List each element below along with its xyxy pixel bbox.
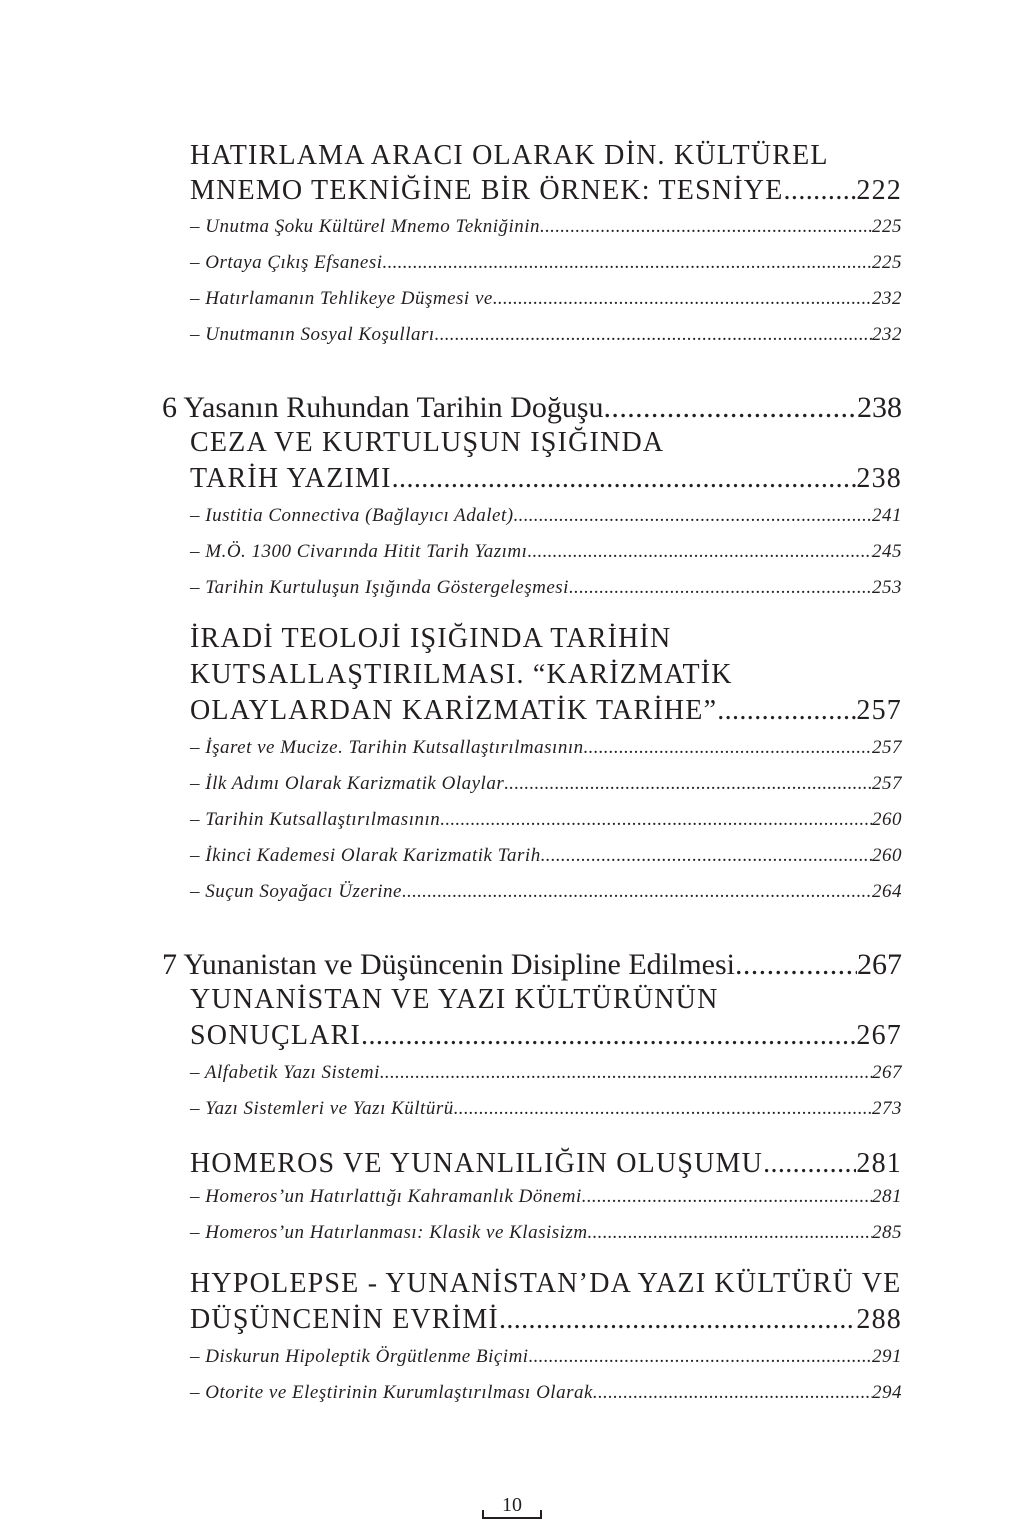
toc-entry-chapter xyxy=(162,391,902,425)
toc-entry-sub xyxy=(190,252,902,274)
toc-entry-sub xyxy=(190,1062,902,1084)
entry-title: – Homeros’un Hatırlanması: Klasik ve Klasisizm xyxy=(190,1222,588,1243)
page-number: 267 xyxy=(857,948,902,981)
page-number: 285 xyxy=(872,1222,902,1243)
page-number: 260 xyxy=(872,845,902,866)
toc-entry-sub xyxy=(190,541,902,563)
dot-leader xyxy=(380,1062,872,1084)
page-number: 253 xyxy=(872,577,902,598)
toc-entry-sub xyxy=(190,288,902,310)
dot-leader xyxy=(499,1304,856,1336)
dot-leader xyxy=(584,737,872,759)
toc-entry-sub xyxy=(190,1098,902,1120)
dot-leader xyxy=(604,391,857,425)
page-number: 241 xyxy=(872,505,902,526)
page-number: 260 xyxy=(872,809,902,830)
page-number: 238 xyxy=(856,463,902,494)
chapter-title: 7 Yunanistan ve Düşüncenin Disipline Edilmesi xyxy=(162,948,735,981)
dot-leader xyxy=(735,948,857,982)
dot-leader xyxy=(588,1222,872,1244)
page-number: 222 xyxy=(856,175,902,206)
toc-entry-sub xyxy=(190,881,902,903)
page-number: 281 xyxy=(872,1186,902,1207)
toc-entry-sub xyxy=(190,1222,902,1244)
dot-leader xyxy=(440,809,872,831)
section-heading: HYPOLEPSE - YUNANİSTAN’DA YAZI KÜLTÜRÜ VE xyxy=(190,1268,902,1299)
entry-title: – Otorite ve Eleştirinin Kurumlaştırılması Olarak xyxy=(190,1382,593,1403)
page-number: 264 xyxy=(872,881,902,902)
toc-entry-sub xyxy=(190,845,902,867)
page-number: 225 xyxy=(872,216,902,237)
dot-leader xyxy=(514,505,872,527)
page-number: 273 xyxy=(872,1098,902,1119)
section-heading: OLAYLARDAN KARİZMATİK TARİHE” xyxy=(190,695,718,726)
section-heading: TARİH YAZIMI xyxy=(190,463,392,494)
toc-entry-sub xyxy=(190,809,902,831)
entry-title: – Diskurun Hipoleptik Örgütlenme Biçimi xyxy=(190,1346,529,1367)
toc-entry-section xyxy=(190,1148,902,1180)
dot-leader xyxy=(529,1346,872,1368)
section-heading: HOMEROS VE YUNANLILIĞIN OLUŞUMU xyxy=(190,1148,764,1179)
page-number: 232 xyxy=(872,288,902,309)
entry-title: – Yazı Sistemleri ve Yazı Kültürü xyxy=(190,1098,454,1119)
page-number: 257 xyxy=(872,737,902,758)
dot-leader xyxy=(763,1148,856,1180)
dot-leader xyxy=(717,695,856,727)
page-number: 257 xyxy=(872,773,902,794)
toc-entry-sub xyxy=(190,1186,902,1208)
page-number: 267 xyxy=(856,1020,902,1051)
page-number: 294 xyxy=(872,1382,902,1403)
toc-entry-sub xyxy=(190,324,902,346)
section-heading: SONUÇLARI xyxy=(190,1020,362,1051)
dot-leader xyxy=(569,577,872,599)
dot-leader xyxy=(593,1382,872,1404)
dot-leader xyxy=(540,216,872,238)
toc-entry-section xyxy=(190,1020,902,1052)
toc-entry-sub xyxy=(190,773,902,795)
dot-leader xyxy=(541,845,872,867)
toc-entry-sub xyxy=(190,505,902,527)
entry-title: – Iustitia Connectiva (Bağlayıcı Adalet) xyxy=(190,505,514,526)
entry-title: – Unutma Şoku Kültürel Mnemo Tekniğinin xyxy=(190,216,541,237)
section-heading: DÜŞÜNCENİN EVRİMİ xyxy=(190,1304,499,1335)
folio-page-number: 10 xyxy=(502,1494,522,1516)
entry-title: – İkinci Kademesi Olarak Karizmatik Tarih xyxy=(190,845,541,866)
entry-title: – İşaret ve Mucize. Tarihin Kutsallaştırılmasının xyxy=(190,737,584,758)
toc-entry-sub xyxy=(190,577,902,599)
dot-leader xyxy=(493,288,872,310)
section-heading: KUTSALLAŞTIRILMASI. “KARİZMATİK xyxy=(190,659,733,690)
page-number: 281 xyxy=(856,1148,902,1179)
page-number: 238 xyxy=(857,391,902,424)
entry-title: – M.Ö. 1300 Civarında Hitit Tarih Yazımı xyxy=(190,541,528,562)
dot-leader xyxy=(504,773,872,795)
dot-leader xyxy=(527,541,872,563)
entry-title: – Alfabetik Yazı Sistemi xyxy=(190,1062,380,1083)
entry-title: – Tarihin Kurtuluşun Işığında Göstergeleşmesi xyxy=(190,577,569,598)
dot-leader xyxy=(784,175,857,207)
section-heading: MNEMO TEKNİĞİNE BİR ÖRNEK: TESNİYE xyxy=(190,175,784,206)
section-heading: YUNANİSTAN VE YAZI KÜLTÜRÜNÜN xyxy=(190,984,719,1015)
dot-leader xyxy=(582,1186,872,1208)
dot-leader xyxy=(435,324,872,346)
chapter-title: 6 Yasanın Ruhundan Tarihin Doğuşu xyxy=(162,391,604,424)
dot-leader xyxy=(392,463,857,495)
toc-entry-sub xyxy=(190,1346,902,1368)
section-heading: İRADİ TEOLOJİ IŞIĞINDA TARİHİN xyxy=(190,623,672,654)
page-number: 288 xyxy=(856,1304,902,1335)
entry-title: – Hatırlamanın Tehlikeye Düşmesi ve xyxy=(190,288,493,309)
page-number: 245 xyxy=(872,541,902,562)
toc-entry-section xyxy=(190,1304,902,1336)
section-heading: CEZA VE KURTULUŞUN IŞIĞINDA xyxy=(190,427,665,458)
section-heading: HATIRLAMA ARACI OLARAK DİN. KÜLTÜREL xyxy=(190,140,829,171)
toc-entry-sub xyxy=(190,737,902,759)
entry-title: – Ortaya Çıkış Efsanesi xyxy=(190,252,383,273)
dot-leader xyxy=(383,252,872,274)
toc-entry-section xyxy=(190,175,902,207)
folio-bracket-rule xyxy=(482,1517,542,1519)
entry-title: – Unutmanın Sosyal Koşulları xyxy=(190,324,435,345)
dot-leader xyxy=(402,881,872,903)
entry-title: – İlk Adımı Olarak Karizmatik Olaylar xyxy=(190,773,505,794)
page-number: 257 xyxy=(856,695,902,726)
toc-entry-sub xyxy=(190,216,902,238)
page-number: 232 xyxy=(872,324,902,345)
toc-entry-section xyxy=(190,463,902,495)
page-number: 225 xyxy=(872,252,902,273)
toc-entry-section xyxy=(190,695,902,727)
dot-leader xyxy=(454,1098,872,1120)
toc-entry-chapter xyxy=(162,948,902,982)
entry-title: – Tarihin Kutsallaştırılmasının xyxy=(190,809,441,830)
page-number: 267 xyxy=(872,1062,902,1083)
toc-entry-sub xyxy=(190,1382,902,1404)
dot-leader xyxy=(361,1020,856,1052)
entry-title: – Homeros’un Hatırlattığı Kahramanlık Dönemi xyxy=(190,1186,582,1207)
entry-title: – Suçun Soyağacı Üzerine xyxy=(190,881,402,902)
page-number: 291 xyxy=(872,1346,902,1367)
